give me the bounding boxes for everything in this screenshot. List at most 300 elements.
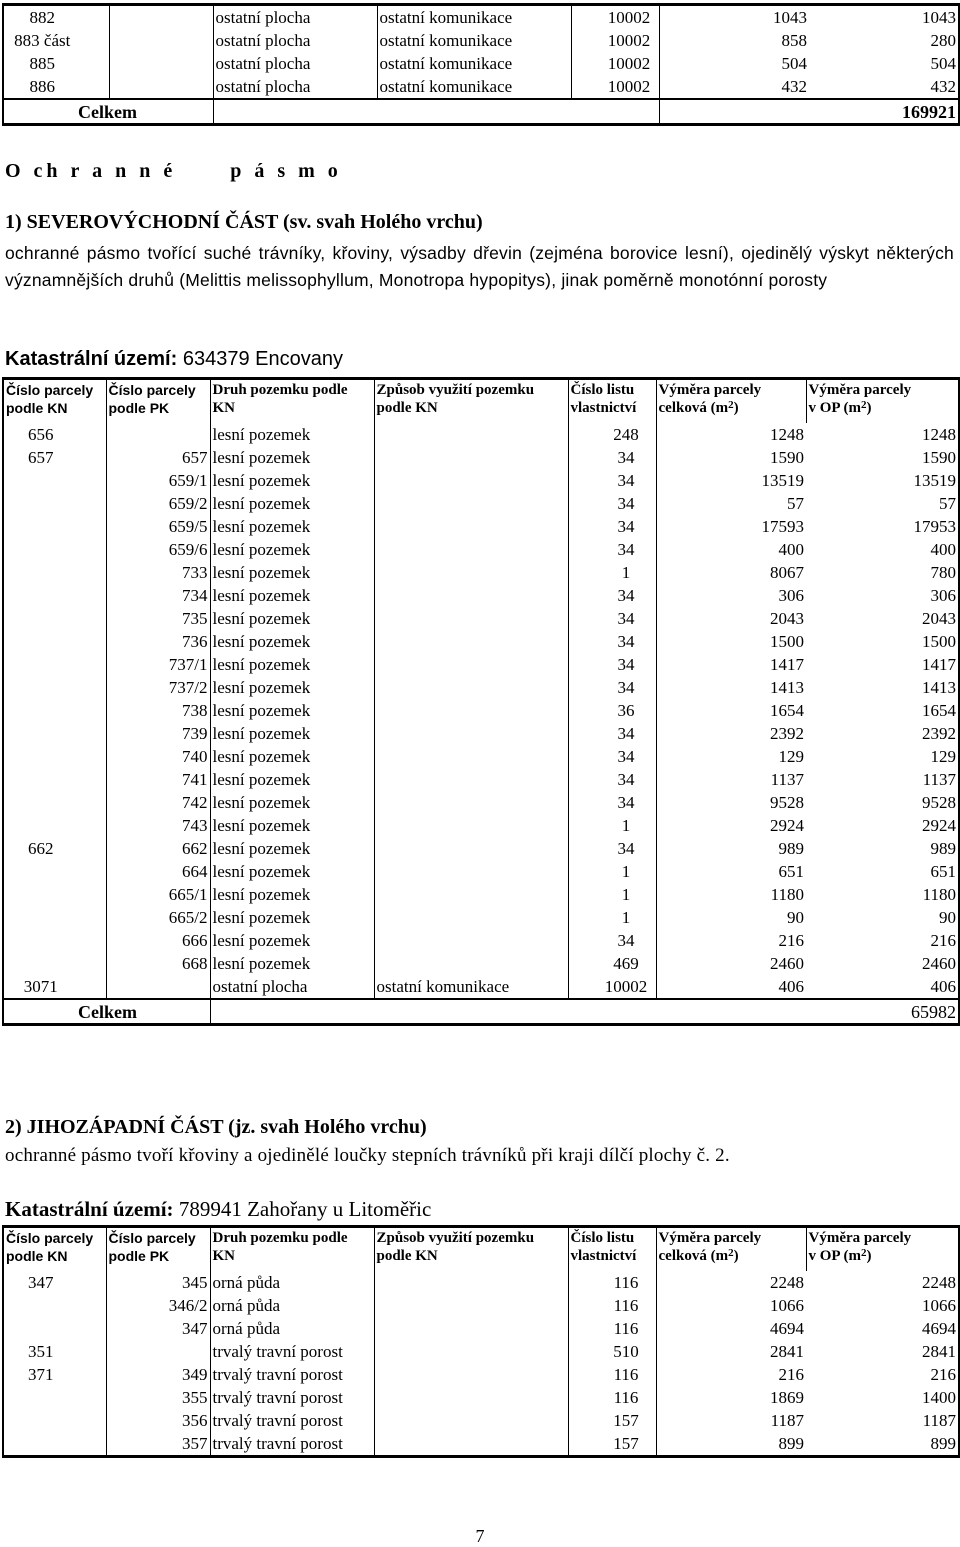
cell-op: 9528 <box>922 793 956 812</box>
cell-druh: lesní pozemek <box>210 561 374 584</box>
column-header-celkova <box>656 379 806 424</box>
cell-kn: 351 <box>28 1342 54 1361</box>
table-row <box>3 630 959 653</box>
cell-kn <box>3 630 106 653</box>
cell-celkova: 1066 <box>656 1294 806 1317</box>
column-header-celkova <box>656 1227 806 1272</box>
cell-op: 2460 <box>922 954 956 973</box>
cell-zpusob <box>374 446 568 469</box>
table-row <box>3 1386 959 1409</box>
table-row <box>3 906 959 929</box>
cell-zpusob <box>374 1294 568 1317</box>
header-text: KN <box>212 1248 235 1264</box>
cell-celkova: 406 <box>656 975 806 999</box>
cell-druh: trvalý travní porost <box>210 1409 374 1432</box>
cell-lv: 10002 <box>568 975 656 999</box>
table-row <box>3 653 959 676</box>
cell-celkova: 4694 <box>656 1317 806 1340</box>
cell-lv: 510 <box>568 1340 656 1363</box>
cell-lv: 248 <box>568 423 656 446</box>
part2-cadastral-area <box>5 1197 954 1222</box>
cell-lv: 36 <box>568 699 656 722</box>
cell-kn <box>3 584 106 607</box>
cell-celkova: 17593 <box>656 515 806 538</box>
cell-kn <box>3 1432 106 1457</box>
cell-op: 1066 <box>922 1296 956 1315</box>
header-line <box>6 399 104 417</box>
table-row <box>3 5 959 30</box>
cell-celkova: 1043 <box>659 5 809 30</box>
cell-druh: ostatní plocha <box>213 5 377 30</box>
header-line: Číslo parcely <box>108 382 196 398</box>
cell-celkova: 858 <box>659 29 809 52</box>
cell-pk <box>109 75 213 99</box>
cell-druh: lesní pozemek <box>210 952 374 975</box>
cell-lv: 1 <box>568 860 656 883</box>
cell-druh: lesní pozemek <box>210 423 374 446</box>
cell-celkova: 9528 <box>656 791 806 814</box>
cell-zpusob <box>374 469 568 492</box>
cadastral-value: 789941 Zahořany u Litoměřic <box>178 1197 432 1221</box>
cell-lv: 34 <box>568 745 656 768</box>
cell-celkova: 1413 <box>656 676 806 699</box>
header-text: ) <box>733 1248 739 1264</box>
superscript: 2 <box>728 1247 734 1259</box>
cell-lv: 116 <box>568 1363 656 1386</box>
header-text: podle KN <box>376 400 438 416</box>
total-label: Celkem <box>3 999 210 1025</box>
cell-pk: 737/2 <box>106 676 210 699</box>
cell-druh: trvalý travní porost <box>210 1386 374 1409</box>
cell-lv: 34 <box>568 630 656 653</box>
cell-celkova: 1137 <box>656 768 806 791</box>
cell-op: 989 <box>930 839 956 858</box>
cell-lv: 34 <box>568 929 656 952</box>
cell-lv: 34 <box>568 768 656 791</box>
cell-pk <box>109 29 213 52</box>
cell-druh: ostatní plocha <box>213 52 377 75</box>
column-header-op <box>806 1227 959 1272</box>
cell-pk: 668 <box>106 952 210 975</box>
cell-celkova: 899 <box>656 1432 806 1457</box>
cell-celkova: 1248 <box>656 423 806 446</box>
total-label: Celkem <box>3 99 213 125</box>
table-header-row <box>3 379 959 424</box>
header-line: Způsob využití pozemku <box>376 1230 535 1246</box>
cell-kn <box>3 722 106 745</box>
cell-kn <box>3 561 106 584</box>
table-row <box>3 1271 959 1294</box>
cell-lv: 34 <box>568 584 656 607</box>
header-text: ) <box>866 1248 872 1264</box>
table-row <box>3 52 959 75</box>
cell-op: 1248 <box>922 425 956 444</box>
cell-zpusob: ostatní komunikace <box>374 975 568 999</box>
cell-op: 432 <box>930 77 956 96</box>
cell-zpusob <box>374 630 568 653</box>
cell-zpusob <box>374 745 568 768</box>
table-row <box>3 607 959 630</box>
header-text: v OP (m <box>808 400 861 416</box>
cell-zpusob <box>374 561 568 584</box>
cell-lv: 1 <box>568 906 656 929</box>
cell-zpusob <box>374 837 568 860</box>
cell-kn <box>3 1317 106 1340</box>
cell-celkova: 1180 <box>656 883 806 906</box>
table-row <box>3 75 959 99</box>
cell-kn <box>3 1409 106 1432</box>
column-header-lv <box>568 379 656 424</box>
column-header-lv <box>568 1227 656 1272</box>
cell-op: 780 <box>930 563 956 582</box>
header-text: podle KN <box>6 1248 68 1264</box>
total-value: 65982 <box>656 999 959 1025</box>
cell-druh: lesní pozemek <box>210 653 374 676</box>
cell-lv: 1 <box>568 561 656 584</box>
cell-pk <box>106 975 210 999</box>
cell-op: 1400 <box>922 1388 956 1407</box>
superscript: 2 <box>728 399 734 411</box>
cell-lv: 34 <box>568 653 656 676</box>
column-header-pk <box>106 1227 210 1272</box>
cell-celkova: 989 <box>656 837 806 860</box>
cell-druh: lesní pozemek <box>210 515 374 538</box>
cell-pk: 345 <box>106 1271 210 1294</box>
table-row <box>3 1317 959 1340</box>
cell-op: 1413 <box>922 678 956 697</box>
table-row <box>3 1432 959 1457</box>
cell-kn <box>3 699 106 722</box>
cell-pk: 664 <box>106 860 210 883</box>
cell-druh: lesní pozemek <box>210 929 374 952</box>
cell-lv: 34 <box>568 722 656 745</box>
table-row <box>3 837 959 860</box>
cell-celkova: 651 <box>656 860 806 883</box>
cell-pk: 347 <box>106 1317 210 1340</box>
cell-lv: 116 <box>568 1271 656 1294</box>
cell-op: 1137 <box>922 770 956 789</box>
cell-druh: orná půda <box>210 1317 374 1340</box>
cell-pk: 659/2 <box>106 492 210 515</box>
cell-celkova: 57 <box>656 492 806 515</box>
cell-kn: 882 <box>29 8 55 27</box>
cell-celkova: 1590 <box>656 446 806 469</box>
table-row <box>3 883 959 906</box>
column-header-kn <box>3 379 106 424</box>
superscript: 2 <box>861 1247 867 1259</box>
cell-kn: 883 část <box>14 31 71 50</box>
cell-druh: lesní pozemek <box>210 538 374 561</box>
cell-lv: 34 <box>568 837 656 860</box>
cell-lv: 157 <box>568 1409 656 1432</box>
cell-pk: 346/2 <box>106 1294 210 1317</box>
cell-zpusob <box>374 1363 568 1386</box>
cell-celkova: 2392 <box>656 722 806 745</box>
cell-zpusob <box>374 492 568 515</box>
cell-druh: ostatní plocha <box>213 75 377 99</box>
cell-op: 651 <box>930 862 956 881</box>
table-row <box>3 860 959 883</box>
cell-pk: 355 <box>106 1386 210 1409</box>
cell-kn: 371 <box>28 1365 54 1384</box>
header-text: ) <box>733 400 739 416</box>
column-header-druh <box>210 1227 374 1272</box>
header-text: ) <box>866 400 872 416</box>
cell-op: 1500 <box>922 632 956 651</box>
cadastral-value: 634379 Encovany <box>182 348 343 370</box>
cell-celkova: 13519 <box>656 469 806 492</box>
table-row <box>3 492 959 515</box>
cell-kn: 662 <box>28 839 54 858</box>
cell-pk: 740 <box>106 745 210 768</box>
cell-celkova: 2043 <box>656 607 806 630</box>
cell-pk: 659/5 <box>106 515 210 538</box>
cell-zpusob <box>374 584 568 607</box>
cell-kn: 656 <box>28 425 54 444</box>
cell-zpusob <box>374 722 568 745</box>
header-line: Číslo parcely <box>6 382 94 398</box>
cell-celkova: 432 <box>659 75 809 99</box>
table-row <box>3 699 959 722</box>
cell-pk: 356 <box>106 1409 210 1432</box>
cell-lv: 10002 <box>571 52 659 75</box>
header-line: Číslo listu <box>570 1230 635 1246</box>
cell-op: 899 <box>930 1434 956 1453</box>
header-text: vlastnictví <box>570 400 637 416</box>
cell-pk: 657 <box>106 446 210 469</box>
cell-op: 57 <box>939 494 956 513</box>
table-row <box>3 515 959 538</box>
cell-lv: 34 <box>568 492 656 515</box>
cell-kn <box>3 906 106 929</box>
table-row <box>3 29 959 52</box>
table-header-row <box>3 1227 959 1272</box>
header-line <box>213 399 372 417</box>
header-text: celková (m <box>658 400 729 416</box>
total-value: 169921 <box>659 99 959 125</box>
total-row <box>3 99 959 125</box>
cell-pk: 734 <box>106 584 210 607</box>
cell-druh: trvalý travní porost <box>210 1432 374 1457</box>
cell-zpusob <box>374 791 568 814</box>
cell-kn: 886 <box>29 77 55 96</box>
cell-druh: ostatní plocha <box>213 29 377 52</box>
cell-zpusob <box>374 1271 568 1294</box>
cell-kn <box>3 745 106 768</box>
column-header-druh <box>210 379 374 424</box>
cell-druh: lesní pozemek <box>210 722 374 745</box>
header-line: Druh pozemku podle <box>212 1230 348 1246</box>
header-line <box>659 1247 804 1265</box>
cell-zpusob <box>374 538 568 561</box>
table-row <box>3 446 959 469</box>
header-line <box>109 1247 208 1265</box>
table-row <box>3 952 959 975</box>
cell-druh: lesní pozemek <box>210 699 374 722</box>
cell-op: 4694 <box>922 1319 956 1338</box>
cell-zpusob: ostatní komunikace <box>377 52 571 75</box>
cell-op: 504 <box>930 54 956 73</box>
table-row <box>3 1409 959 1432</box>
cell-celkova: 216 <box>656 1363 806 1386</box>
cell-op: 129 <box>930 747 956 766</box>
cell-lv: 1 <box>568 814 656 837</box>
cell-druh: ostatní plocha <box>210 975 374 999</box>
header-line: Výměra parcely <box>658 382 762 398</box>
cell-kn: 347 <box>28 1273 54 1292</box>
cell-druh: orná půda <box>210 1271 374 1294</box>
column-header-op <box>806 379 959 424</box>
cell-op: 17953 <box>913 517 956 536</box>
cell-kn <box>3 883 106 906</box>
cell-druh: lesní pozemek <box>210 446 374 469</box>
cell-kn <box>3 952 106 975</box>
header-line <box>377 399 566 417</box>
cell-druh: lesní pozemek <box>210 630 374 653</box>
cell-pk: 357 <box>106 1432 210 1457</box>
cell-celkova: 2924 <box>656 814 806 837</box>
table-row <box>3 469 959 492</box>
cell-pk: 738 <box>106 699 210 722</box>
total-row <box>3 999 959 1025</box>
cell-lv: 34 <box>568 469 656 492</box>
cell-op: 216 <box>930 1365 956 1384</box>
cell-druh: lesní pozemek <box>210 768 374 791</box>
header-line: Výměra parcely <box>808 382 912 398</box>
cell-kn: 3071 <box>23 977 58 996</box>
header-line <box>109 399 208 417</box>
cell-pk <box>106 1340 210 1363</box>
cell-op: 1590 <box>922 448 956 467</box>
header-line: Číslo parcely <box>108 1230 196 1246</box>
table-row <box>3 722 959 745</box>
cell-zpusob: ostatní komunikace <box>377 29 571 52</box>
top-parcel-table <box>2 3 960 126</box>
header-line <box>809 399 957 417</box>
cell-zpusob <box>374 1386 568 1409</box>
header-line: Druh pozemku podle <box>212 382 348 398</box>
cell-kn <box>3 1294 106 1317</box>
header-line: Výměra parcely <box>808 1230 912 1246</box>
cell-pk: 736 <box>106 630 210 653</box>
cell-op: 1654 <box>922 701 956 720</box>
cell-pk: 665/1 <box>106 883 210 906</box>
header-text: podle KN <box>6 400 68 416</box>
cell-lv: 469 <box>568 952 656 975</box>
cell-pk: 662 <box>106 837 210 860</box>
cell-op: 1187 <box>922 1411 956 1430</box>
cell-zpusob <box>374 1317 568 1340</box>
cell-kn <box>3 929 106 952</box>
header-line <box>213 1247 372 1265</box>
cell-druh: lesní pozemek <box>210 492 374 515</box>
cell-kn <box>3 1386 106 1409</box>
section-title: O ch r a n n é p á s m o <box>5 160 342 182</box>
cell-pk <box>109 52 213 75</box>
cell-kn <box>3 791 106 814</box>
cell-lv: 116 <box>568 1317 656 1340</box>
table-row <box>3 1340 959 1363</box>
table-row <box>3 975 959 999</box>
cell-pk: 349 <box>106 1363 210 1386</box>
cell-celkova: 1869 <box>656 1386 806 1409</box>
cell-kn <box>3 860 106 883</box>
cell-pk: 666 <box>106 929 210 952</box>
cell-zpusob <box>374 653 568 676</box>
superscript: 2 <box>861 399 867 411</box>
cell-celkova: 8067 <box>656 561 806 584</box>
table-row <box>3 791 959 814</box>
cell-zpusob <box>374 952 568 975</box>
cell-op: 2924 <box>922 816 956 835</box>
page-number: 7 <box>475 1526 485 1546</box>
cell-kn <box>3 515 106 538</box>
cell-zpusob <box>374 883 568 906</box>
cell-op: 280 <box>930 31 956 50</box>
table-row <box>3 423 959 446</box>
cell-druh: lesní pozemek <box>210 814 374 837</box>
cell-zpusob <box>374 1409 568 1432</box>
part1-cadastral-area <box>5 348 954 371</box>
header-text: celková (m <box>658 1248 729 1264</box>
cell-op: 2841 <box>922 1342 956 1361</box>
column-header-zpusob <box>374 1227 568 1272</box>
column-header-zpusob <box>374 379 568 424</box>
cell-zpusob <box>374 860 568 883</box>
cell-op: 406 <box>930 977 956 996</box>
part2-heading: 2) JIHOZÁPADNÍ ČÁST (jz. svah Holého vrchu) <box>5 1116 427 1138</box>
cell-celkova: 129 <box>656 745 806 768</box>
cell-zpusob: ostatní komunikace <box>377 5 571 30</box>
cell-druh: lesní pozemek <box>210 469 374 492</box>
cell-druh: lesní pozemek <box>210 860 374 883</box>
cell-lv: 34 <box>568 676 656 699</box>
cell-zpusob <box>374 676 568 699</box>
cell-op: 1417 <box>922 655 956 674</box>
part1-description: ochranné pásmo tvořící suché trávníky, křoviny, výsadby dřevin (zejména borovice lesní), ojedinělý výskyt některých významnějších druhů (Melittis melissophyllum, Monotropa hypopitys), jinak poměrně monotónní porosty <box>5 243 954 290</box>
cell-op: 2043 <box>922 609 956 628</box>
cell-kn <box>3 492 106 515</box>
cell-celkova: 2841 <box>656 1340 806 1363</box>
cadastral-label: Katastrální území: <box>5 1197 174 1221</box>
cell-lv: 1 <box>568 883 656 906</box>
cell-op: 2392 <box>922 724 956 743</box>
table-row <box>3 1294 959 1317</box>
cell-celkova: 2248 <box>656 1271 806 1294</box>
cell-kn <box>3 607 106 630</box>
cell-zpusob <box>374 515 568 538</box>
cell-druh: lesní pozemek <box>210 676 374 699</box>
cell-kn <box>3 538 106 561</box>
cell-lv: 116 <box>568 1294 656 1317</box>
cell-zpusob <box>374 768 568 791</box>
cell-lv: 116 <box>568 1386 656 1409</box>
cell-lv: 10002 <box>571 5 659 30</box>
cell-zpusob <box>374 906 568 929</box>
cell-op: 2248 <box>922 1273 956 1292</box>
cell-zpusob: ostatní komunikace <box>377 75 571 99</box>
header-line <box>571 399 654 417</box>
cell-op: 306 <box>930 586 956 605</box>
cell-kn <box>3 469 106 492</box>
header-line <box>6 1247 104 1265</box>
cell-pk: 742 <box>106 791 210 814</box>
cell-pk <box>106 423 210 446</box>
header-line <box>377 1247 566 1265</box>
column-header-kn <box>3 1227 106 1272</box>
cell-pk: 665/2 <box>106 906 210 929</box>
cell-celkova: 1500 <box>656 630 806 653</box>
